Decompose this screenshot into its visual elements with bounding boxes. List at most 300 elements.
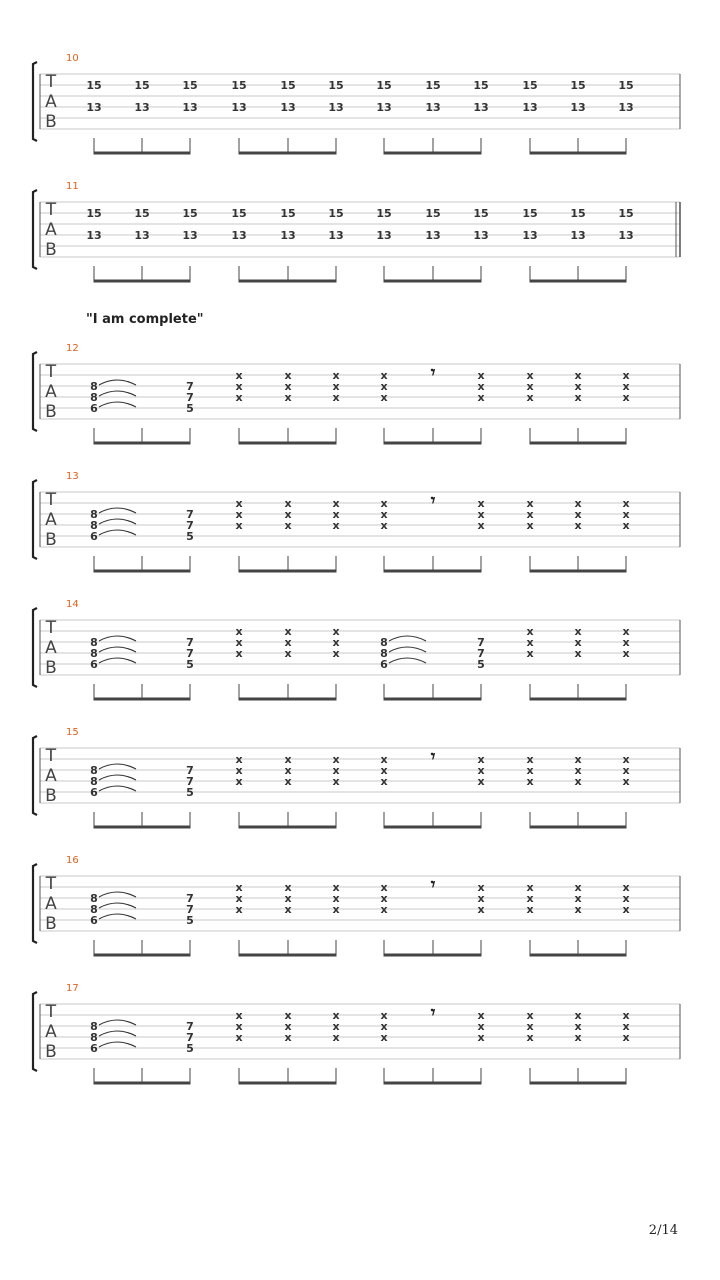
dead-note: x — [574, 625, 582, 638]
fret-number: 15 — [522, 207, 538, 220]
fret-number: 7 — [477, 647, 485, 660]
dead-note: x — [526, 753, 534, 766]
fret-number: 15 — [425, 207, 441, 220]
dead-note: x — [526, 497, 534, 510]
fret-number: 5 — [186, 786, 194, 799]
tab-clef-letter: A — [45, 92, 57, 112]
dead-note: x — [526, 647, 534, 660]
dead-note: x — [574, 647, 582, 660]
dead-note: x — [622, 636, 630, 649]
dead-note: x — [574, 391, 582, 404]
dead-note: x — [574, 753, 582, 766]
dead-note: x — [574, 881, 582, 894]
dead-note: x — [622, 903, 630, 916]
dead-note: x — [332, 1020, 340, 1033]
dead-note: x — [477, 903, 485, 916]
fret-number: 8 — [90, 508, 98, 521]
dead-note: x — [332, 775, 340, 788]
fret-number: 5 — [186, 530, 194, 543]
dead-note: x — [622, 892, 630, 905]
tab-clef-letter: T — [45, 72, 57, 92]
dead-note: x — [622, 1031, 630, 1044]
tie-arc — [99, 519, 136, 524]
tab-clef-letter: B — [45, 240, 57, 260]
tab-clef-letter: A — [45, 220, 57, 240]
dead-note: x — [332, 892, 340, 905]
fret-number: 5 — [186, 1042, 194, 1055]
fret-number: 13 — [134, 101, 150, 114]
fret-number: 8 — [90, 519, 98, 532]
dead-note: x — [380, 391, 388, 404]
tab-clef-letter: B — [45, 914, 57, 934]
dead-note: x — [284, 647, 292, 660]
tie-arc — [389, 647, 426, 652]
fret-number: 8 — [90, 380, 98, 393]
dead-note: x — [477, 1031, 485, 1044]
system-bracket — [33, 864, 37, 943]
dead-note: x — [574, 1020, 582, 1033]
fret-number: 8 — [380, 636, 388, 649]
dead-note: x — [477, 391, 485, 404]
dead-note: x — [332, 753, 340, 766]
dead-note: x — [380, 508, 388, 521]
dead-note: x — [380, 1031, 388, 1044]
fret-number: 7 — [186, 764, 194, 777]
tab-clef-letter: A — [45, 510, 57, 530]
tie-arc — [99, 636, 136, 641]
fret-number: 8 — [90, 391, 98, 404]
fret-number: 15 — [618, 207, 634, 220]
dead-note: x — [622, 764, 630, 777]
dead-note: x — [235, 1020, 243, 1033]
eighth-rest: 𝄾 — [430, 747, 436, 767]
fret-number: 15 — [473, 79, 489, 92]
fret-number: 15 — [86, 79, 102, 92]
tab-system — [33, 181, 680, 281]
tab-clef-letter: T — [45, 874, 57, 894]
dead-note: x — [284, 625, 292, 638]
dead-note: x — [284, 1031, 292, 1044]
dead-note: x — [235, 508, 243, 521]
dead-note: x — [622, 369, 630, 382]
tab-system — [33, 53, 680, 153]
fret-number: 5 — [186, 658, 194, 671]
dead-note: x — [284, 892, 292, 905]
tab-clef-letter: A — [45, 382, 57, 402]
tab-clef-letter: B — [45, 402, 57, 422]
tab-system — [33, 312, 680, 443]
fret-number: 13 — [280, 229, 296, 242]
fret-number: 7 — [186, 380, 194, 393]
dead-note: x — [380, 369, 388, 382]
dead-note: x — [332, 647, 340, 660]
fret-number: 15 — [618, 79, 634, 92]
tab-clef-letter: A — [45, 894, 57, 914]
dead-note: x — [332, 1009, 340, 1022]
tie-arc — [389, 636, 426, 641]
dead-note: x — [235, 647, 243, 660]
fret-number: 8 — [90, 764, 98, 777]
dead-note: x — [284, 764, 292, 777]
fret-number: 15 — [570, 79, 586, 92]
page-number: 2/14 — [648, 1223, 678, 1238]
system-bracket — [33, 480, 37, 559]
dead-note: x — [622, 391, 630, 404]
dead-note: x — [622, 753, 630, 766]
fret-number: 15 — [134, 79, 150, 92]
eighth-rest: 𝄾 — [430, 875, 436, 895]
dead-note: x — [622, 508, 630, 521]
dead-note: x — [477, 369, 485, 382]
measure-number: 13 — [66, 471, 79, 482]
dead-note: x — [477, 881, 485, 894]
fret-number: 13 — [473, 229, 489, 242]
tie-arc — [99, 764, 136, 769]
fret-number: 7 — [186, 391, 194, 404]
tie-arc — [389, 658, 426, 663]
fret-number: 7 — [477, 636, 485, 649]
dead-note: x — [526, 391, 534, 404]
dead-note: x — [574, 369, 582, 382]
tie-arc — [99, 786, 136, 791]
fret-number: 8 — [90, 1020, 98, 1033]
tab-clef-letter: B — [45, 1042, 57, 1062]
fret-number: 13 — [231, 229, 247, 242]
fret-number: 15 — [86, 207, 102, 220]
measure-number: 10 — [66, 53, 79, 64]
dead-note: x — [380, 497, 388, 510]
fret-number: 6 — [90, 658, 98, 671]
dead-note: x — [332, 497, 340, 510]
dead-note: x — [622, 881, 630, 894]
dead-note: x — [235, 1031, 243, 1044]
fret-number: 6 — [380, 658, 388, 671]
fret-number: 13 — [570, 101, 586, 114]
dead-note: x — [380, 764, 388, 777]
dead-note: x — [574, 497, 582, 510]
dead-note: x — [526, 625, 534, 638]
dead-note: x — [477, 753, 485, 766]
tie-arc — [99, 1031, 136, 1036]
dead-note: x — [477, 508, 485, 521]
fret-number: 6 — [90, 530, 98, 543]
fret-number: 15 — [182, 207, 198, 220]
measure-number: 14 — [66, 599, 79, 610]
dead-note: x — [332, 508, 340, 521]
tie-arc — [99, 658, 136, 663]
tab-system — [33, 471, 680, 571]
fret-number: 13 — [86, 229, 102, 242]
fret-number: 8 — [90, 1031, 98, 1044]
dead-note: x — [332, 1031, 340, 1044]
dead-note: x — [526, 1031, 534, 1044]
dead-note: x — [235, 881, 243, 894]
dead-note: x — [332, 881, 340, 894]
tab-clef-letter: T — [45, 490, 57, 510]
dead-note: x — [574, 508, 582, 521]
measure-number: 11 — [66, 181, 79, 192]
tab-system — [33, 983, 680, 1083]
tab-clef-letter: A — [45, 766, 57, 786]
fret-number: 7 — [186, 1031, 194, 1044]
dead-note: x — [284, 881, 292, 894]
fret-number: 15 — [376, 79, 392, 92]
dead-note: x — [284, 1020, 292, 1033]
system-bracket — [33, 352, 37, 431]
dead-note: x — [235, 391, 243, 404]
dead-note: x — [284, 497, 292, 510]
tie-arc — [99, 508, 136, 513]
dead-note: x — [477, 892, 485, 905]
eighth-rest: 𝄾 — [430, 363, 436, 383]
fret-number: 13 — [280, 101, 296, 114]
dead-note: x — [235, 636, 243, 649]
dead-note: x — [380, 1009, 388, 1022]
dead-note: x — [235, 1009, 243, 1022]
dead-note: x — [526, 636, 534, 649]
fret-number: 8 — [90, 892, 98, 905]
dead-note: x — [284, 753, 292, 766]
dead-note: x — [332, 636, 340, 649]
fret-number: 7 — [186, 903, 194, 916]
tab-system — [33, 855, 680, 955]
fret-number: 13 — [522, 101, 538, 114]
dead-note: x — [477, 1020, 485, 1033]
dead-note: x — [235, 764, 243, 777]
dead-note: x — [622, 519, 630, 532]
dead-note: x — [284, 775, 292, 788]
dead-note: x — [574, 892, 582, 905]
system-bracket — [33, 608, 37, 687]
dead-note: x — [332, 391, 340, 404]
dead-note: x — [235, 775, 243, 788]
dead-note: x — [235, 753, 243, 766]
dead-note: x — [380, 775, 388, 788]
fret-number: 15 — [182, 79, 198, 92]
dead-note: x — [284, 508, 292, 521]
tie-arc — [99, 1042, 136, 1047]
dead-note: x — [380, 519, 388, 532]
dead-note: x — [235, 625, 243, 638]
system-bracket — [33, 62, 37, 141]
fret-number: 8 — [380, 647, 388, 660]
dead-note: x — [284, 369, 292, 382]
measure-number: 15 — [66, 727, 79, 738]
dead-note: x — [284, 380, 292, 393]
tie-arc — [99, 892, 136, 897]
tie-arc — [99, 380, 136, 385]
dead-note: x — [284, 519, 292, 532]
dead-note: x — [622, 775, 630, 788]
fret-number: 7 — [186, 636, 194, 649]
dead-note: x — [574, 764, 582, 777]
dead-note: x — [477, 497, 485, 510]
lyric-annotation: "I am complete" — [86, 312, 204, 327]
dead-note: x — [332, 369, 340, 382]
dead-note: x — [526, 892, 534, 905]
fret-number: 7 — [186, 892, 194, 905]
dead-note: x — [477, 380, 485, 393]
fret-number: 15 — [376, 207, 392, 220]
dead-note: x — [332, 625, 340, 638]
dead-note: x — [380, 753, 388, 766]
dead-note: x — [332, 903, 340, 916]
dead-note: x — [574, 775, 582, 788]
dead-note: x — [477, 519, 485, 532]
dead-note: x — [526, 775, 534, 788]
fret-number: 15 — [280, 79, 296, 92]
dead-note: x — [235, 380, 243, 393]
fret-number: 13 — [425, 101, 441, 114]
dead-note: x — [526, 881, 534, 894]
tab-clef-letter: A — [45, 1022, 57, 1042]
fret-number: 7 — [186, 1020, 194, 1033]
dead-note: x — [526, 369, 534, 382]
dead-note: x — [235, 892, 243, 905]
tab-clef-letter: B — [45, 658, 57, 678]
fret-number: 5 — [186, 402, 194, 415]
dead-note: x — [332, 764, 340, 777]
tab-clef-letter: T — [45, 1002, 57, 1022]
fret-number: 7 — [186, 775, 194, 788]
tie-arc — [99, 903, 136, 908]
dead-note: x — [380, 1020, 388, 1033]
fret-number: 15 — [328, 79, 344, 92]
dead-note: x — [235, 903, 243, 916]
tab-clef-letter: T — [45, 746, 57, 766]
eighth-rest: 𝄾 — [430, 1003, 436, 1023]
dead-note: x — [332, 519, 340, 532]
fret-number: 6 — [90, 1042, 98, 1055]
fret-number: 13 — [425, 229, 441, 242]
dead-note: x — [380, 892, 388, 905]
dead-note: x — [622, 647, 630, 660]
system-bracket — [33, 736, 37, 815]
fret-number: 15 — [280, 207, 296, 220]
measure-number: 17 — [66, 983, 79, 994]
dead-note: x — [574, 1031, 582, 1044]
fret-number: 7 — [186, 647, 194, 660]
fret-number: 15 — [328, 207, 344, 220]
fret-number: 13 — [134, 229, 150, 242]
dead-note: x — [477, 775, 485, 788]
fret-number: 15 — [425, 79, 441, 92]
dead-note: x — [284, 636, 292, 649]
fret-number: 7 — [186, 508, 194, 521]
tab-clef-letter: B — [45, 530, 57, 550]
measure-number: 16 — [66, 855, 79, 866]
tie-arc — [99, 914, 136, 919]
dead-note: x — [574, 1009, 582, 1022]
tab-system — [33, 599, 680, 699]
dead-note: x — [380, 903, 388, 916]
fret-number: 7 — [186, 519, 194, 532]
dead-note: x — [284, 903, 292, 916]
tab-system — [33, 727, 680, 827]
dead-note: x — [380, 380, 388, 393]
dead-note: x — [574, 903, 582, 916]
tie-arc — [99, 647, 136, 652]
fret-number: 13 — [570, 229, 586, 242]
fret-number: 6 — [90, 914, 98, 927]
fret-number: 8 — [90, 775, 98, 788]
dead-note: x — [284, 391, 292, 404]
dead-note: x — [526, 519, 534, 532]
tie-arc — [99, 391, 136, 396]
dead-note: x — [622, 1009, 630, 1022]
fret-number: 13 — [376, 101, 392, 114]
tab-clef-letter: T — [45, 200, 57, 220]
fret-number: 15 — [231, 79, 247, 92]
tab-clef-letter: B — [45, 112, 57, 132]
dead-note: x — [235, 519, 243, 532]
dead-note: x — [526, 903, 534, 916]
fret-number: 8 — [90, 636, 98, 649]
dead-note: x — [526, 380, 534, 393]
fret-number: 6 — [90, 786, 98, 799]
fret-number: 13 — [182, 101, 198, 114]
dead-note: x — [622, 497, 630, 510]
dead-note: x — [622, 380, 630, 393]
dead-note: x — [526, 1020, 534, 1033]
fret-number: 15 — [134, 207, 150, 220]
dead-note: x — [235, 369, 243, 382]
system-bracket — [33, 190, 37, 269]
tab-clef-letter: B — [45, 786, 57, 806]
fret-number: 15 — [473, 207, 489, 220]
dead-note: x — [622, 1020, 630, 1033]
fret-number: 13 — [231, 101, 247, 114]
fret-number: 5 — [186, 914, 194, 927]
dead-note: x — [235, 497, 243, 510]
fret-number: 13 — [328, 229, 344, 242]
dead-note: x — [477, 764, 485, 777]
fret-number: 8 — [90, 903, 98, 916]
dead-note: x — [526, 764, 534, 777]
dead-note: x — [284, 1009, 292, 1022]
fret-number: 13 — [328, 101, 344, 114]
fret-number: 5 — [477, 658, 485, 671]
fret-number: 15 — [231, 207, 247, 220]
dead-note: x — [574, 519, 582, 532]
dead-note: x — [574, 636, 582, 649]
fret-number: 15 — [522, 79, 538, 92]
tab-clef-letter: T — [45, 362, 57, 382]
tie-arc — [99, 530, 136, 535]
fret-number: 6 — [90, 402, 98, 415]
system-bracket — [33, 992, 37, 1071]
dead-note: x — [380, 881, 388, 894]
tie-arc — [99, 775, 136, 780]
dead-note: x — [574, 380, 582, 393]
fret-number: 13 — [522, 229, 538, 242]
fret-number: 13 — [473, 101, 489, 114]
tab-clef-letter: T — [45, 618, 57, 638]
fret-number: 13 — [618, 229, 634, 242]
dead-note: x — [526, 1009, 534, 1022]
fret-number: 15 — [570, 207, 586, 220]
fret-number: 13 — [86, 101, 102, 114]
fret-number: 13 — [376, 229, 392, 242]
fret-number: 13 — [182, 229, 198, 242]
dead-note: x — [622, 625, 630, 638]
tie-arc — [99, 1020, 136, 1025]
fret-number: 8 — [90, 647, 98, 660]
dead-note: x — [477, 1009, 485, 1022]
measure-number: 12 — [66, 343, 79, 354]
tie-arc — [99, 402, 136, 407]
fret-number: 13 — [618, 101, 634, 114]
